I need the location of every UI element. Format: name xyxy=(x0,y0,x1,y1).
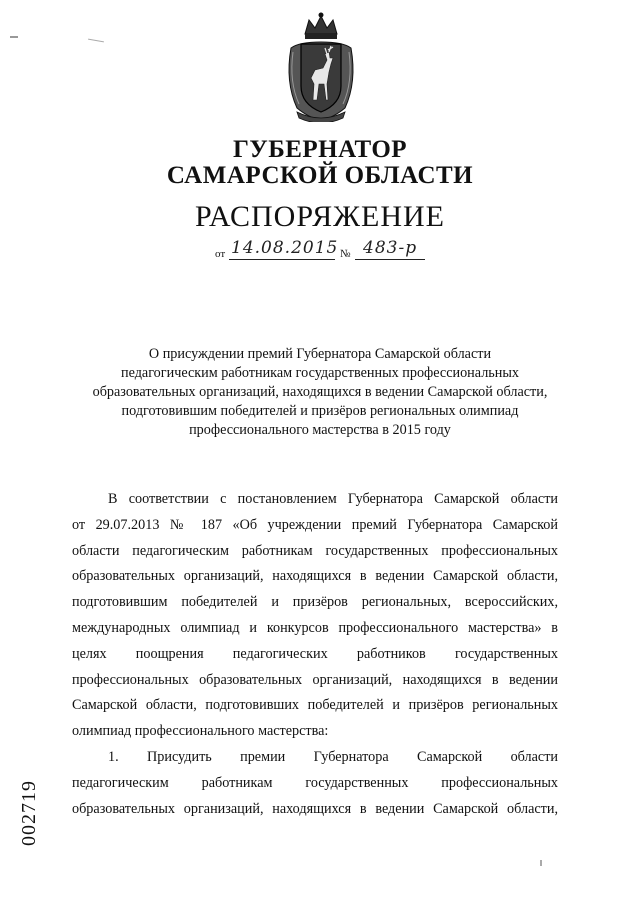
subject-line: подготовившим победителей и призёров региональных олимпиад xyxy=(121,403,519,419)
scan-mark xyxy=(88,39,104,43)
samara-coat-of-arms-icon xyxy=(283,12,359,122)
issuer-title-line2: САМАРСКОЙ ОБЛАСТИ xyxy=(166,162,474,189)
document-type-heading: РАСПОРЯЖЕНИЕ xyxy=(194,200,446,233)
body-line: образовательных организаций, находящихся в ведении Самарской области, xyxy=(72,568,558,585)
document-subject xyxy=(60,345,580,440)
registration-number: 002719 xyxy=(18,780,40,846)
document-number: 483-р xyxy=(363,238,418,258)
body-line: 1. Присудить премии Губернатора Самарской области xyxy=(108,748,558,765)
subject-line: педагогическим работникам государственных профессиональных xyxy=(121,365,519,381)
scan-mark xyxy=(540,860,542,866)
subject-line: О присуждении премий Губернатора Самарской области xyxy=(148,346,492,362)
body-line: целях поощрения педагогических работников государственных xyxy=(72,645,558,662)
subject-line: профессионального мастерства в 2015 году xyxy=(189,422,451,438)
body-line: профессиональных образовательных организаций, находящихся в ведении xyxy=(72,671,558,688)
scan-mark xyxy=(10,36,18,38)
document-date: 14.08.2015 xyxy=(231,238,339,258)
date-label: от xyxy=(215,248,226,260)
body-line: от 29.07.2013 № 187 «Об учреждении премий Губернатора Самарской xyxy=(72,516,558,533)
issuer-title-line1: ГУБЕРНАТОР xyxy=(232,136,408,163)
body-line: педагогическим работникам государственных профессиональных xyxy=(72,774,558,791)
subject-line: образовательных организаций, находящихся в ведении Самарской области, xyxy=(92,384,548,400)
body-line: подготовившим победителей и призёров региональных, всероссийских, xyxy=(72,594,558,611)
body-line: международных олимпиад и конкурсов профессионального мастерства» в xyxy=(72,619,558,636)
body-line: области педагогическим работникам государственных профессиональных xyxy=(72,542,558,559)
body-line: олимпиад профессионального мастерства: xyxy=(72,723,329,740)
document-body xyxy=(72,487,558,822)
body-line: образовательных организаций, находящихся в ведении Самарской области, xyxy=(72,800,558,817)
number-label: № xyxy=(340,248,351,260)
body-line: В соответствии с постановлением Губернатора Самарской области xyxy=(108,491,558,507)
body-line: Самарской области, подготовивших победителей и призёров региональных xyxy=(72,697,558,714)
document-date-number xyxy=(213,240,453,266)
